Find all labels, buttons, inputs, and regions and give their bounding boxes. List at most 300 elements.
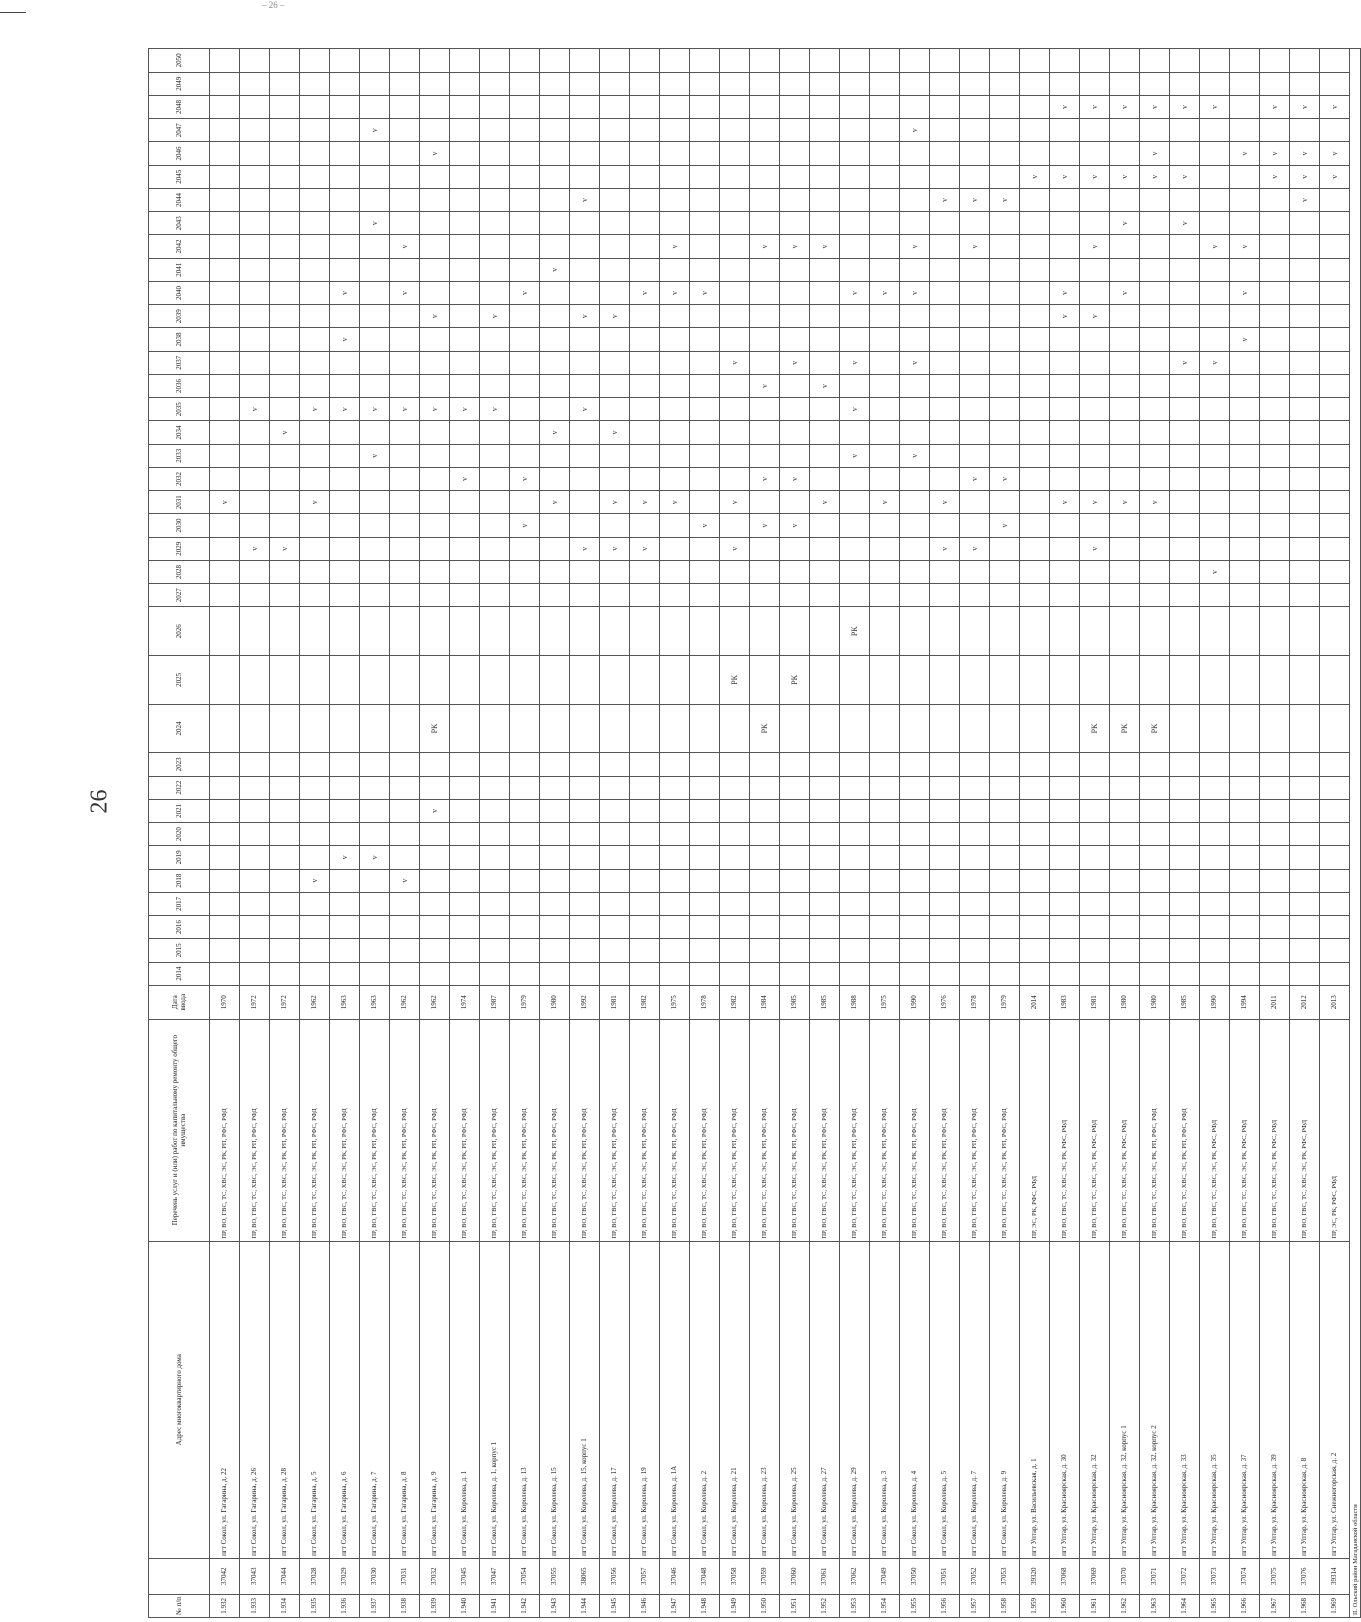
row-year-cell-2020	[780, 823, 810, 846]
row-works: ПР, ВО, ГВС, ТС, ХВС, ЭС, РК, РП, РФС, РФД	[750, 1019, 780, 1241]
row-year-cell-2036	[600, 374, 630, 397]
row-year-cell-2036	[1230, 374, 1260, 397]
row-year-cell-2034	[930, 421, 960, 444]
row-year-cell-2048	[330, 95, 360, 118]
row-year-cell-2047	[1140, 119, 1170, 142]
row-year-cell-2036: v	[750, 374, 780, 397]
row-year-cell-2027	[300, 584, 330, 607]
row-index: 1.961	[1080, 1594, 1110, 1617]
row-year-cell-2031	[270, 491, 300, 514]
row-year-cell-2049	[1170, 72, 1200, 95]
row-year-cell-2016	[240, 916, 270, 939]
row-year-cell-2022	[720, 776, 750, 799]
row-year-cell-2049	[870, 72, 900, 95]
row-year-cell-2017	[1080, 892, 1110, 915]
row-year-cell-2032: v	[510, 467, 540, 490]
row-year-cell-2022	[990, 776, 1020, 799]
row-year-cell-2023	[810, 753, 840, 776]
row-year-cell-2040	[1200, 281, 1230, 304]
row-year-cell-2030	[1320, 514, 1350, 537]
table-row	[330, 49, 360, 1618]
row-year-cell-2035	[1230, 398, 1260, 421]
row-address: пгт Сокол, ул. Королева, д. 3	[870, 1241, 900, 1558]
row-year-cell-2043	[600, 212, 630, 235]
row-year-cell-2023	[1080, 753, 1110, 776]
row-year-cell-2041	[1260, 258, 1290, 281]
row-year-cell-2050	[840, 49, 870, 73]
row-year-cell-2049	[240, 72, 270, 95]
row-year-cell-2014	[1080, 962, 1110, 985]
row-year-cell-2034	[1230, 421, 1260, 444]
row-year-cell-2025	[510, 656, 540, 705]
row-year-cell-2034	[300, 421, 330, 444]
row-year-cell-2031	[690, 491, 720, 514]
row-year-cell-2037	[270, 351, 300, 374]
row-code: 37055	[540, 1558, 570, 1594]
row-year-cell-2035	[990, 398, 1020, 421]
row-year-cell-2024	[630, 704, 660, 753]
row-year-cell-2048: v	[1320, 95, 1350, 118]
row-year-cell-2027	[990, 584, 1020, 607]
row-year-cell-2024	[690, 704, 720, 753]
row-year-cell-2037	[510, 351, 540, 374]
row-year-cell-2032	[540, 467, 570, 490]
row-year-cell-2046	[1170, 142, 1200, 165]
row-year-cell-2036	[720, 374, 750, 397]
row-year-cell-2030: v	[690, 514, 720, 537]
row-year-cell-2032	[480, 467, 510, 490]
row-year-cell-2020	[840, 823, 870, 846]
row-year-cell-2021	[1110, 799, 1140, 822]
row-year-cell-2048	[750, 95, 780, 118]
row-year-cell-2028	[660, 560, 690, 583]
row-year-cell-2020	[1320, 823, 1350, 846]
row-year-cell-2040	[270, 281, 300, 304]
row-year-cell-2019	[900, 846, 930, 869]
row-year-cell-2044: v	[990, 188, 1020, 211]
row-year-cell-2021	[690, 799, 720, 822]
row-year-cell-2042: v	[390, 235, 420, 258]
row-year-cell-2045: v	[1320, 165, 1350, 188]
row-year-cell-2034: v	[540, 421, 570, 444]
row-year-cell-2047	[660, 119, 690, 142]
row-year-cell-2041	[1320, 258, 1350, 281]
row-year-cell-2014	[1260, 962, 1290, 985]
row-year-cell-2029	[1230, 537, 1260, 560]
row-year-cell-2017	[450, 892, 480, 915]
row-year-cell-2048	[240, 95, 270, 118]
row-year-cell-2039	[990, 305, 1020, 328]
row-year-cell-2038	[900, 328, 930, 351]
row-year-cell-2050	[780, 49, 810, 73]
row-year-cell-2036	[240, 374, 270, 397]
row-year-cell-2016	[1320, 916, 1350, 939]
row-year-cell-2050	[540, 49, 570, 73]
row-year-cell-2021	[900, 799, 930, 822]
row-year-cell-2046	[270, 142, 300, 165]
row-year-cell-2044	[540, 188, 570, 211]
row-year-cell-2049	[360, 72, 390, 95]
row-year-cell-2037	[1320, 351, 1350, 374]
row-year-cell-2045	[900, 165, 930, 188]
row-year-cell-2027	[600, 584, 630, 607]
row-year-cell-2016	[660, 916, 690, 939]
row-year-cell-2014	[330, 962, 360, 985]
row-year-cell-2038	[450, 328, 480, 351]
row-address: пгт Уптар, ул. Красноярская, д. 37	[1230, 1241, 1260, 1558]
table-row	[960, 49, 990, 1618]
row-year-cell-2050	[960, 49, 990, 73]
row-year-cell-2015	[1170, 939, 1200, 962]
row-year-cell-2044	[1080, 188, 1110, 211]
row-year-cell-2016	[870, 916, 900, 939]
row-year-cell-2034	[960, 421, 990, 444]
row-year-cell-2021	[630, 799, 660, 822]
row-year-cell-2033	[510, 444, 540, 467]
row-year-cell-2038	[1260, 328, 1290, 351]
row-year-cell-2047	[1290, 119, 1320, 142]
row-year-cell-2020	[1110, 823, 1140, 846]
row-year-cell-2042	[870, 235, 900, 258]
row-year-cell-2050	[1260, 49, 1290, 73]
row-year-cell-2039	[1020, 305, 1050, 328]
row-year-cell-2042	[600, 235, 630, 258]
row-year-cell-2042	[570, 235, 600, 258]
row-year-cell-2050	[810, 49, 840, 73]
row-year-cell-2031	[420, 491, 450, 514]
row-year-cell-2048: v	[1170, 95, 1200, 118]
row-year-cell-2042	[990, 235, 1020, 258]
row-year-cell-2027	[210, 584, 240, 607]
row-year-cell-2030	[720, 514, 750, 537]
row-year-cell-2048	[540, 95, 570, 118]
row-year-cell-2038	[210, 328, 240, 351]
row-code: 37047	[480, 1558, 510, 1594]
row-year-cell-2031	[480, 491, 510, 514]
row-year-cell-2033	[660, 444, 690, 467]
row-year-cell-2040	[480, 281, 510, 304]
row-year-cell-2028	[300, 560, 330, 583]
row-year-cell-2044	[1140, 188, 1170, 211]
row-year-cell-2037: v	[720, 351, 750, 374]
row-year-cell-2044	[1320, 188, 1350, 211]
row-year-cell-2038	[1020, 328, 1050, 351]
row-year-cell-2015	[480, 939, 510, 962]
row-year-cell-2021	[480, 799, 510, 822]
row-year-cell-2018	[240, 869, 270, 892]
row-year-cell-2016	[1290, 916, 1320, 939]
row-works: ПР, ВО, ГВС, ТС, ХВС, ЭС, РК, РП, РФС, РФД	[450, 1019, 480, 1241]
row-year-cell-2041	[780, 258, 810, 281]
row-year-cell-2033	[990, 444, 1020, 467]
row-year-cell-2026	[1260, 607, 1290, 656]
row-year-cell-2038	[630, 328, 660, 351]
row-year-cell-2026	[1110, 607, 1140, 656]
row-year-cell-2049	[810, 72, 840, 95]
row-year-cell-2037: v	[900, 351, 930, 374]
row-year-cell-2046	[960, 142, 990, 165]
row-year-cell-2014	[1020, 962, 1050, 985]
row-year-cell-2023	[210, 753, 240, 776]
row-year-cell-2047	[1050, 119, 1080, 142]
row-year-cell-2048	[570, 95, 600, 118]
page-number: 26	[86, 789, 113, 814]
row-year-cell-2043	[930, 212, 960, 235]
row-year-cell-2038	[570, 328, 600, 351]
row-year-cell-2035	[1110, 398, 1140, 421]
row-year-cell-2035	[1020, 398, 1050, 421]
row-year-cell-2020	[1020, 823, 1050, 846]
table-row	[1200, 49, 1230, 1618]
row-year-cell-2040	[450, 281, 480, 304]
row-year-cell-2045	[1200, 165, 1230, 188]
row-year-cell-2031	[960, 491, 990, 514]
row-year-cell-2035	[630, 398, 660, 421]
row-index: 1.967	[1260, 1594, 1290, 1617]
row-year-cell-2047	[1020, 119, 1050, 142]
row-year-cell-2025	[1050, 656, 1080, 705]
row-year-cell-2017	[810, 892, 840, 915]
row-year-cell-2043	[330, 212, 360, 235]
row-year-cell-2033	[1140, 444, 1170, 467]
row-year-cell-2037	[540, 351, 570, 374]
row-year-cell-2024	[240, 704, 270, 753]
row-year-cell-2019	[600, 846, 630, 869]
row-year-cell-2043	[870, 212, 900, 235]
row-year-cell-2030	[570, 514, 600, 537]
row-year-cell-2018	[450, 869, 480, 892]
row-year-cell-2031	[240, 491, 270, 514]
row-year-cell-2039	[540, 305, 570, 328]
row-year-cell-2044	[390, 188, 420, 211]
row-year-cell-2029	[1110, 537, 1140, 560]
row-year-cell-2016	[840, 916, 870, 939]
row-year-cell-2025	[600, 656, 630, 705]
row-year-cell-2050	[390, 49, 420, 73]
row-year-cell-2038	[540, 328, 570, 351]
row-year-cell-2024	[600, 704, 630, 753]
row-year-cell-2022	[300, 776, 330, 799]
row-year-cell-2027	[870, 584, 900, 607]
row-year-cell-2026	[510, 607, 540, 656]
row-year-cell-2038	[1140, 328, 1170, 351]
row-year-cell-2040	[1170, 281, 1200, 304]
row-year-cell-2030	[1050, 514, 1080, 537]
row-year-cell-2021	[810, 799, 840, 822]
row-year-cell-2030	[1170, 514, 1200, 537]
row-year-cell-2023	[1260, 753, 1290, 776]
row-year-cell-2042: v	[1200, 235, 1230, 258]
row-year-cell-2023	[330, 753, 360, 776]
row-year-cell-2048	[990, 95, 1020, 118]
header-year-2027: 2027	[149, 584, 210, 607]
row-year-cell-2033	[540, 444, 570, 467]
row-year-cell-2015	[1260, 939, 1290, 962]
row-year-cell-2018	[420, 869, 450, 892]
row-year-cell-2033	[1170, 444, 1200, 467]
row-year-cell-2028	[570, 560, 600, 583]
row-year-cell-2041	[720, 258, 750, 281]
row-year-cell-2022	[1200, 776, 1230, 799]
row-year-cell-2045	[870, 165, 900, 188]
row-year-cell-2027	[840, 584, 870, 607]
row-year-cell-2046	[660, 142, 690, 165]
row-code: 37032	[420, 1558, 450, 1594]
row-year-cell-2031	[1020, 491, 1050, 514]
row-year-cell-2022	[450, 776, 480, 799]
row-year-cell-2021	[1020, 799, 1050, 822]
row-year-cell-2021	[450, 799, 480, 822]
row-year-cell-2016	[420, 916, 450, 939]
row-commission-year: 2012	[1290, 985, 1320, 1019]
row-year-cell-2022	[1020, 776, 1050, 799]
row-year-cell-2035	[1290, 398, 1320, 421]
row-year-cell-2026	[960, 607, 990, 656]
row-year-cell-2026	[990, 607, 1020, 656]
row-code: 37062	[840, 1558, 870, 1594]
row-year-cell-2040	[930, 281, 960, 304]
row-year-cell-2046: v	[1230, 142, 1260, 165]
row-year-cell-2049	[960, 72, 990, 95]
row-year-cell-2044	[660, 188, 690, 211]
row-year-cell-2045	[600, 165, 630, 188]
row-year-cell-2032	[870, 467, 900, 490]
row-year-cell-2015	[930, 939, 960, 962]
row-year-cell-2032	[1320, 467, 1350, 490]
row-year-cell-2032	[810, 467, 840, 490]
row-year-cell-2018	[570, 869, 600, 892]
row-year-cell-2024	[570, 704, 600, 753]
row-year-cell-2021	[1320, 799, 1350, 822]
row-year-cell-2039	[330, 305, 360, 328]
row-year-cell-2050	[1320, 49, 1350, 73]
row-year-cell-2022	[810, 776, 840, 799]
header-commission-year: Дата ввода	[149, 985, 210, 1019]
row-year-cell-2049	[840, 72, 870, 95]
row-year-cell-2015	[690, 939, 720, 962]
row-year-cell-2044	[1170, 188, 1200, 211]
row-works: ПР, ВО, ГВС, ТС, ХВС, ЭС, РК, РП, РФС, РФД	[780, 1019, 810, 1241]
row-year-cell-2034	[1050, 421, 1080, 444]
row-year-cell-2037	[210, 351, 240, 374]
row-year-cell-2020	[510, 823, 540, 846]
row-year-cell-2025	[1290, 656, 1320, 705]
row-year-cell-2042	[420, 235, 450, 258]
row-year-cell-2028	[930, 560, 960, 583]
row-year-cell-2022	[390, 776, 420, 799]
row-year-cell-2036	[510, 374, 540, 397]
row-year-cell-2043	[510, 212, 540, 235]
row-year-cell-2023	[720, 753, 750, 776]
row-commission-year: 1985	[780, 985, 810, 1019]
row-year-cell-2036	[1140, 374, 1170, 397]
row-year-cell-2014	[780, 962, 810, 985]
row-year-cell-2048	[630, 95, 660, 118]
row-index: 1.947	[660, 1594, 690, 1617]
row-year-cell-2035	[600, 398, 630, 421]
row-year-cell-2023	[1170, 753, 1200, 776]
row-address: пгт Уптар, ул. Красноярская, д. 33	[1170, 1241, 1200, 1558]
row-year-cell-2032	[1080, 467, 1110, 490]
row-year-cell-2041	[240, 258, 270, 281]
row-year-cell-2034	[870, 421, 900, 444]
row-commission-year: 1985	[1170, 985, 1200, 1019]
row-year-cell-2041	[360, 258, 390, 281]
row-year-cell-2034	[510, 421, 540, 444]
row-year-cell-2034	[780, 421, 810, 444]
row-year-cell-2035	[660, 398, 690, 421]
row-year-cell-2049	[600, 72, 630, 95]
row-commission-year: 2014	[1020, 985, 1050, 1019]
row-year-cell-2041	[960, 258, 990, 281]
row-year-cell-2042: v	[1080, 235, 1110, 258]
row-address: пгт Уптар, ул. Красноярская, д. 39	[1260, 1241, 1290, 1558]
row-year-cell-2047	[600, 119, 630, 142]
row-year-cell-2029	[210, 537, 240, 560]
row-year-cell-2039	[810, 305, 840, 328]
row-year-cell-2045	[660, 165, 690, 188]
row-year-cell-2015	[330, 939, 360, 962]
table-row	[930, 49, 960, 1618]
row-year-cell-2047	[1230, 119, 1260, 142]
row-index: 1.950	[750, 1594, 780, 1617]
row-year-cell-2045	[930, 165, 960, 188]
row-year-cell-2040: v	[840, 281, 870, 304]
row-year-cell-2042: v	[660, 235, 690, 258]
row-address: пгт Сокол, ул. Королева, д. 15, корпус 1	[570, 1241, 600, 1558]
row-year-cell-2047	[420, 119, 450, 142]
row-year-cell-2046	[480, 142, 510, 165]
row-year-cell-2021	[750, 799, 780, 822]
row-works: ПР, ВО, ГВС, ТС, ХВС, ЭС, РК, РП, РФС, РФД	[600, 1019, 630, 1241]
row-year-cell-2030	[600, 514, 630, 537]
row-address: пгт Сокол, ул. Гагарина, д. 26	[240, 1241, 270, 1558]
header-year-2042: 2042	[149, 235, 210, 258]
row-year-cell-2045	[360, 165, 390, 188]
row-year-cell-2045	[990, 165, 1020, 188]
row-year-cell-2018	[510, 869, 540, 892]
row-year-cell-2044	[840, 188, 870, 211]
row-year-cell-2015	[780, 939, 810, 962]
row-year-cell-2045: v	[1110, 165, 1140, 188]
row-year-cell-2024	[660, 704, 690, 753]
row-year-cell-2032	[210, 467, 240, 490]
row-year-cell-2033: v	[900, 444, 930, 467]
row-year-cell-2048	[1230, 95, 1260, 118]
row-year-cell-2016	[750, 916, 780, 939]
row-year-cell-2017	[1230, 892, 1260, 915]
row-year-cell-2036	[660, 374, 690, 397]
row-year-cell-2045	[630, 165, 660, 188]
row-year-cell-2022	[600, 776, 630, 799]
row-year-cell-2043	[1050, 212, 1080, 235]
row-year-cell-2045	[450, 165, 480, 188]
row-year-cell-2020	[1260, 823, 1290, 846]
header-year-2049: 2049	[149, 72, 210, 95]
row-year-cell-2026	[360, 607, 390, 656]
row-year-cell-2033	[1260, 444, 1290, 467]
row-year-cell-2037	[600, 351, 630, 374]
row-year-cell-2014	[990, 962, 1020, 985]
row-year-cell-2031: v	[1050, 491, 1080, 514]
row-year-cell-2038	[300, 328, 330, 351]
row-year-cell-2034	[1290, 421, 1320, 444]
row-index: 1.956	[930, 1594, 960, 1617]
row-index: 1.946	[630, 1594, 660, 1617]
row-year-cell-2025	[810, 656, 840, 705]
row-index: 1.937	[360, 1594, 390, 1617]
row-year-cell-2019	[480, 846, 510, 869]
